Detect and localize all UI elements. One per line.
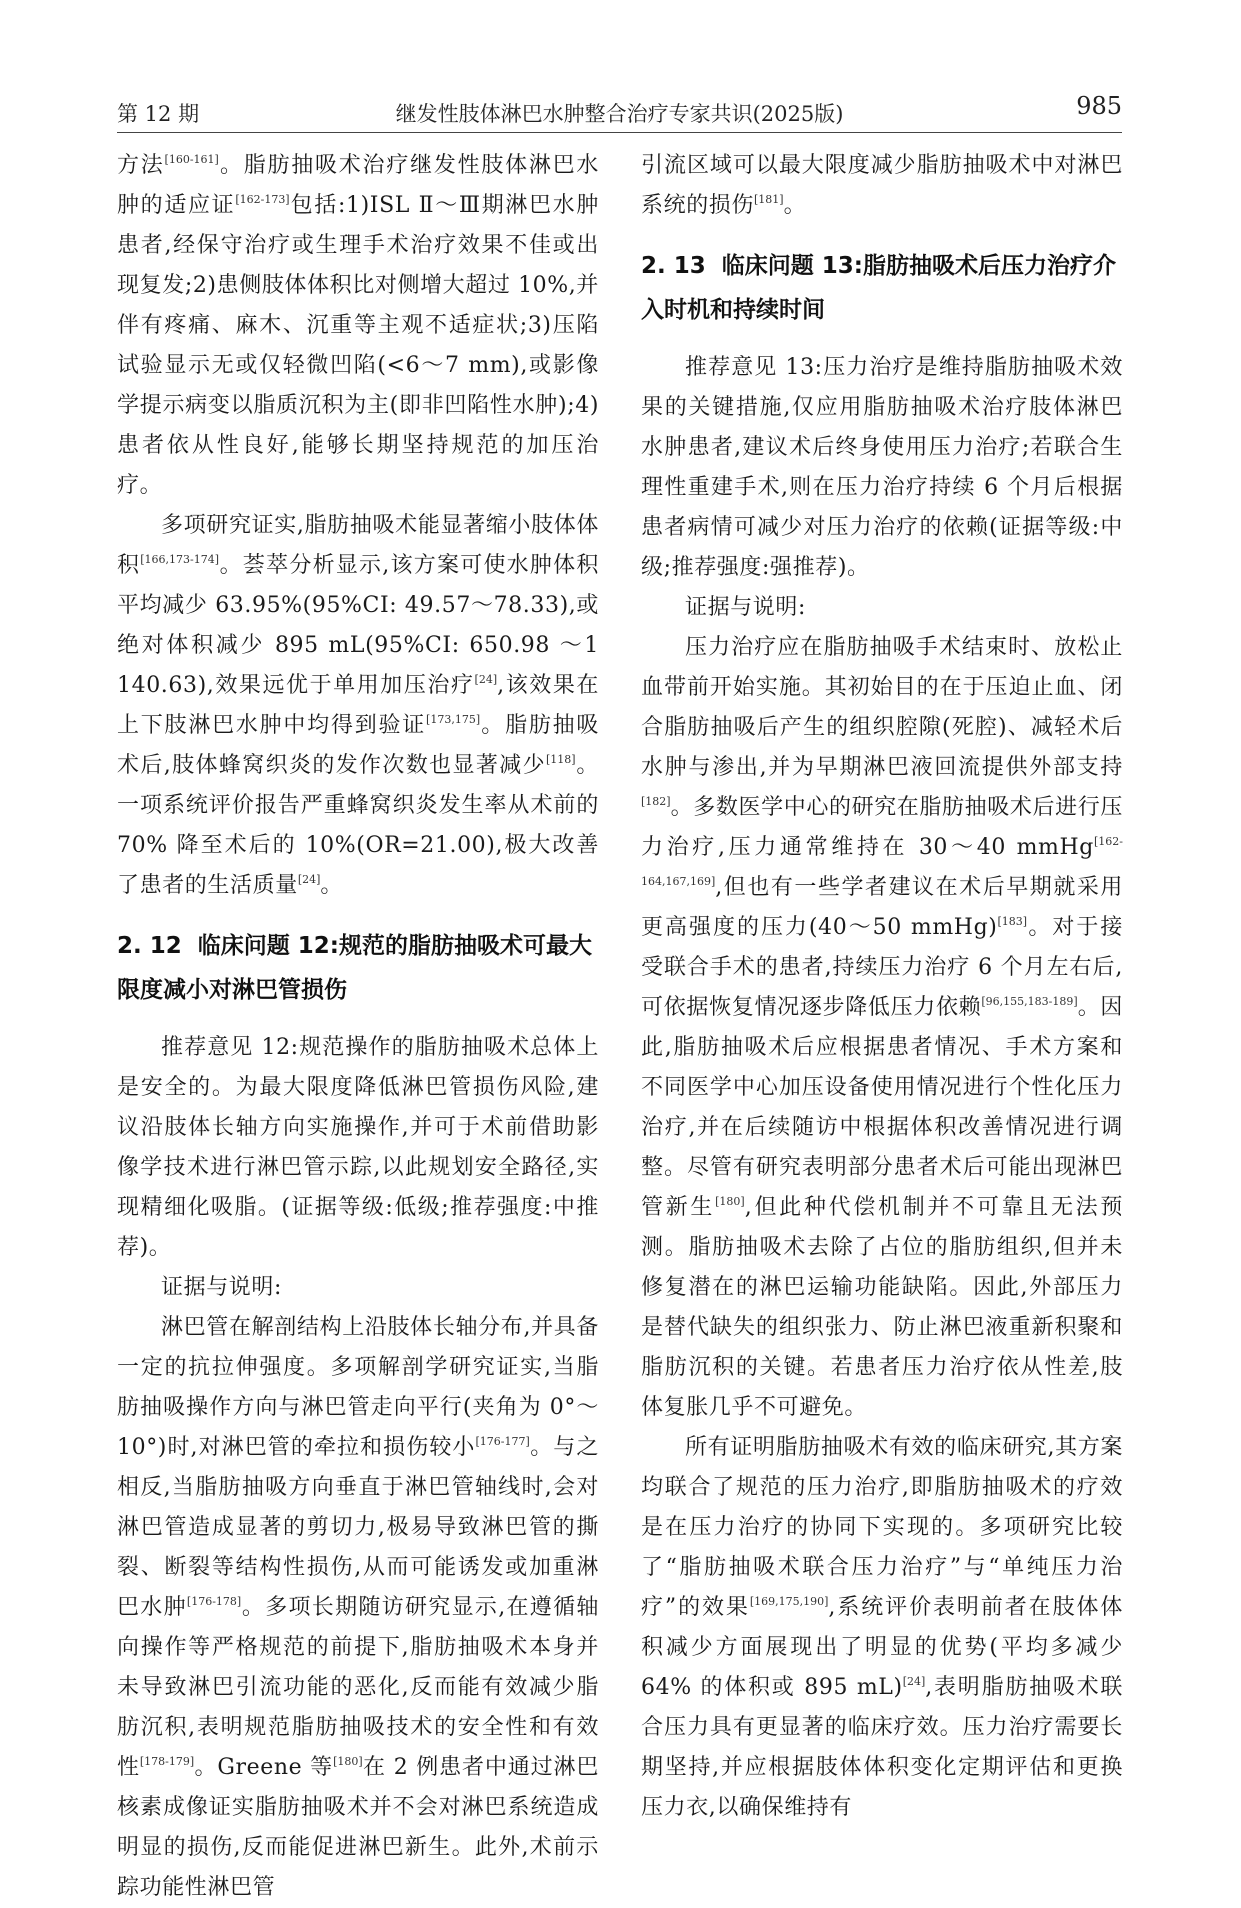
text-run: 引流区域可以最大限度减少脂肪抽吸术中对淋巴系统的损伤 xyxy=(641,153,1123,218)
text-run: ,系统评价表明前者在肢体体积减少方面展现出了明显的优势(平均多减少 64% 的体积或 895 mL) xyxy=(641,1595,1124,1700)
section-number: 2. 13 xyxy=(641,253,706,279)
citation: [118] xyxy=(546,753,576,766)
citation: [169,175,190] xyxy=(749,1595,829,1608)
text-run: 。多项长期随访研究显示,在遵循轴向操作等严格规范的前提下,脂肪抽吸术本身并未导致淋巴引流功能的恶化,反而能有效减少脂肪沉积,表明规范脂肪抽吸技术的安全性和有效性 xyxy=(117,1595,599,1780)
section-title: 临床问题 12:规范的脂肪抽吸术可最大限度减小对淋巴管损伤 xyxy=(117,933,592,1003)
section-heading-2-13 xyxy=(641,244,1123,332)
text-run: ,但此种代偿机制并不可靠且无法预测。脂肪抽吸术去除了占位的脂肪组织,但并未修复潜在的淋巴运输功能缺陷。因此,外部压力是替代缺失的组织张力、防止淋巴液重新积聚和脂肪沉积的关键。若患者压力治疗依从性差,肢体复胀几乎不可避免。 xyxy=(641,1195,1123,1420)
text-run: 推荐意见 13:压力治疗是维持脂肪抽吸术效果的关键措施,仅应用脂肪抽吸术治疗肢体淋巴水肿患者,建议术后终身使用压力治疗;若联合生理性重建手术,则在压力治疗持续 6 个月后根据患者病情可减少对压力治疗的依赖(证据等级:中级;推荐强度:强推荐)。 xyxy=(641,355,1123,580)
left-column xyxy=(117,146,599,1908)
citation: [183] xyxy=(997,915,1028,928)
paragraph xyxy=(641,628,1123,1428)
text-run: ,表明脂肪抽吸术联合压力具有更显著的临床疗效。压力治疗需要长期坚持,并应根据肢体体积变化定期评估和更换压力衣,以确保维持有 xyxy=(641,1675,1123,1820)
text-run: 推荐意见 12:规范操作的脂肪抽吸术总体上是安全的。为最大限度降低淋巴管损伤风险,建议沿肢体长轴方向实施操作,并可于术前借助影像学技术进行淋巴管示踪,以此规划安全路径,实现精细化吸脂。(证据等级:低级;推荐强度:中推荐)。 xyxy=(117,1035,599,1260)
text-run: 。 xyxy=(783,193,807,218)
text-run: 。多数医学中心的研究在脂肪抽吸术后进行压力治疗,压力通常维持在 30～40 mmHg xyxy=(641,795,1123,860)
citation: [178-179] xyxy=(139,1755,195,1768)
text-run: 压力治疗应在脂肪抽吸手术结束时、放松止血带前开始实施。其初始目的在于压迫止血、闭合脂肪抽吸后产生的组织腔隙(死腔)、减轻术后水肿与渗出,并为早期淋巴液回流提供外部支持 xyxy=(641,635,1123,780)
issue-label: 第 12 期 xyxy=(117,102,200,126)
citation: [180] xyxy=(715,1195,745,1208)
citation: [182] xyxy=(641,795,671,808)
text-run: 。因此,脂肪抽吸术后应根据患者情况、手术方案和不同医学中心加压设备使用情况进行个性化压力治疗,并在后续随访中根据体积改善情况进行调整。尽管有研究表明部分患者术后可能出现淋巴管新生 xyxy=(641,995,1123,1220)
paragraph xyxy=(117,146,599,506)
citation: [173,175] xyxy=(426,713,481,726)
page-number: 985 xyxy=(1076,92,1122,120)
citation: [96,155,183-189] xyxy=(981,995,1078,1008)
citation: [166,173-174] xyxy=(140,553,220,566)
text-run: 。脂肪抽吸术后,肢体蜂窝织炎的发作次数也显著减少 xyxy=(117,713,599,778)
recommendation-paragraph xyxy=(641,348,1123,588)
text-run: 包括:1)ISL Ⅱ～Ⅲ期淋巴水肿患者,经保守治疗或生理手术治疗效果不佳或出现复发;2)患侧肢体体积比对侧增大超过 10%,并伴有疼痛、麻木、沉重等主观不适症状;3)压陷试验显示无或仅轻微凹陷(<6～7 mm),或影像学提示病变以脂质沉积为主(即非凹陷性水肿);4)患者依从性良好,能够长期坚持规范的加压治疗。 xyxy=(117,193,599,498)
text-run: 。Greene 等 xyxy=(194,1755,334,1780)
text-run: ,该效果在上下肢淋巴水肿中均得到验证 xyxy=(117,673,599,738)
right-column xyxy=(641,146,1123,1828)
citation: [180] xyxy=(333,1755,363,1768)
text-run: 证据与说明: xyxy=(685,595,807,620)
section-title: 临床问题 13:脂肪抽吸术后压力治疗介入时机和持续时间 xyxy=(641,253,1116,323)
paragraph xyxy=(117,1308,599,1908)
citation: [162-164,167,169] xyxy=(641,835,1123,888)
text-run: 方法 xyxy=(117,153,165,178)
text-run: 。对于接受联合手术的患者,持续压力治疗 6 个月左右后,可依据恢复情况逐步降低压力依赖 xyxy=(641,915,1123,1020)
text-run: 。与之相反,当脂肪抽吸方向垂直于淋巴管轴线时,会对淋巴管造成显著的剪切力,极易导致淋巴管的撕裂、断裂等结构性损伤,从而可能诱发或加重淋巴水肿 xyxy=(117,1435,599,1620)
text-run: 。荟萃分析显示,该方案可使水肿体积平均减少 63.95%(95%CI: 49.57～78.33),或绝对体积减少 895 mL(95%CI: 650.98 ～1 140.63),效果远优于单用加压治疗 xyxy=(117,553,599,698)
citation: [24] xyxy=(297,873,321,886)
citation: [176-178] xyxy=(186,1595,242,1608)
evidence-label xyxy=(117,1268,599,1308)
paragraph xyxy=(117,506,599,906)
citation: [160-161] xyxy=(164,153,219,166)
text-run: 证据与说明: xyxy=(161,1275,283,1300)
running-head xyxy=(117,92,1122,132)
recommendation-paragraph xyxy=(117,1028,599,1268)
header-rule xyxy=(117,132,1122,133)
text-run: 多项研究证实,脂肪抽吸术能显著缩小肢体体积 xyxy=(117,513,599,578)
text-run: 。脂肪抽吸术治疗继发性肢体淋巴水肿的适应证 xyxy=(117,153,599,218)
citation: [176-177] xyxy=(475,1435,530,1448)
citation: [181] xyxy=(754,193,784,206)
paragraph xyxy=(641,146,1123,226)
paragraph xyxy=(641,1428,1123,1828)
citation: [24] xyxy=(474,673,498,686)
evidence-label xyxy=(641,588,1123,628)
journal-running-title: 继发性肢体淋巴水肿整合治疗专家共识(2025版) xyxy=(395,102,844,126)
text-run: ,但也有一些学者建议在术后早期就采用更高强度的压力(40～50 mmHg) xyxy=(641,875,1123,940)
text-run: 所有证明脂肪抽吸术有效的临床研究,其方案均联合了规范的压力治疗,即脂肪抽吸术的疗效是在压力治疗的协同下实现的。多项研究比较了“脂肪抽吸术联合压力治疗”与“单纯压力治疗”的效果 xyxy=(641,1435,1123,1620)
section-number: 2. 12 xyxy=(117,933,182,959)
text-run: 淋巴管在解剖结构上沿肢体长轴分布,并具备一定的抗拉伸强度。多项解剖学研究证实,当脂肪抽吸操作方向与淋巴管走向平行(夹角为 0°～10°)时,对淋巴管的牵拉和损伤较小 xyxy=(117,1315,599,1460)
citation: [162-173] xyxy=(235,193,290,206)
citation: [24] xyxy=(902,1675,926,1688)
text-run: 。 xyxy=(320,873,344,898)
section-heading-2-12 xyxy=(117,924,599,1012)
text-run: 。一项系统评价报告严重蜂窝织炎发生率从术前的 70% 降至术后的 10%(OR=21.00),极大改善了患者的生活质量 xyxy=(117,753,599,898)
text-run: 在 2 例患者中通过淋巴核素成像证实脂肪抽吸术并不会对淋巴系统造成明显的损伤,反而能促进淋巴新生。此外,术前示踪功能性淋巴管 xyxy=(117,1755,599,1900)
